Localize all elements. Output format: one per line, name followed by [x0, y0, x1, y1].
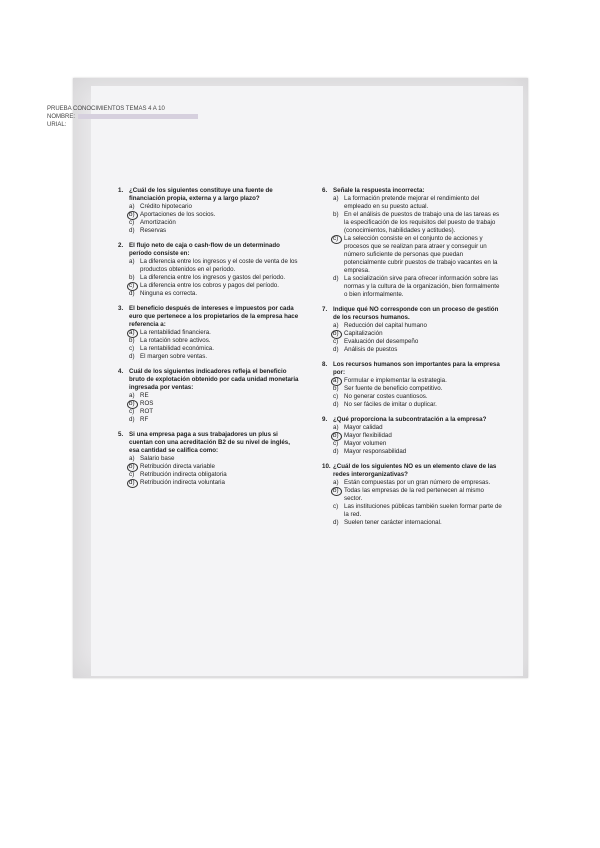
group-label: URIAL:	[47, 122, 67, 128]
option-b: b) Ser fuente de beneficio competitivo.	[333, 385, 443, 392]
circled-answer: b)	[129, 211, 140, 219]
question-text: Si una empresa paga a sus trabajadores un plus si cuentan con una acreditación B2 de su nivel de inglés, esa cantidad se califica como:	[129, 431, 290, 454]
option-c: c) Amortización	[129, 219, 176, 226]
option-b: b) Mayor flexibilidad	[333, 432, 392, 439]
option-d: d) Retribución indirecta voluntaria	[129, 479, 225, 486]
right-column	[322, 187, 502, 534]
option-d: d) El margen sobre ventas.	[129, 353, 208, 360]
circled-answer: d)	[129, 479, 140, 487]
option-a: a) Crédito hipotecario	[129, 203, 192, 210]
question-2: 2. El flujo neto de caja o cash-flow de un determinado período consiste en: a) La diferencia entre los ingresos y el coste de venta de los productos obtenidos en el período. b) La diferencia entre los ingresos y gastos del período. c) La diferencia entre los cobros y pagos del período. d) Ninguna es correcta.	[118, 242, 300, 298]
option-b: b) ROS	[129, 400, 154, 407]
option-d: d) RF	[129, 416, 149, 423]
question-8: 8. Los recursos humanos son importantes para la empresa por: a) Formular e implementar la estrategia. b) Ser fuente de beneficio competitivo. c) No generar costes cuantiosos. d) No ser fáciles de imitar o duplicar.	[322, 361, 502, 409]
option-d: d) Reservas	[129, 227, 167, 234]
option-a: a) La diferencia entre los ingresos y el coste de venta de los productos obtenidos en el período.	[129, 258, 298, 273]
question-1: 1. ¿Cuál de los siguientes constituye una fuente de financiación propia, externa y a largo plazo? a) Crédito hipotecario b) Aportaciones de los socios. c) Amortización d) Reservas	[118, 187, 300, 235]
option-b: b) La diferencia entre los ingresos y gastos del período.	[129, 274, 286, 281]
option-a: a) RE	[129, 392, 149, 399]
circled-answer: b)	[129, 463, 140, 471]
option-a: a) Salario base	[129, 455, 175, 462]
question-text: Indique qué NO corresponde con un proceso de gestión de los recursos humanos.	[333, 306, 499, 321]
option-d: d) La socialización sirve para ofrecer información sobre las normas y la cultura de la organización, bien formalmente o bien informalmente.	[333, 275, 500, 298]
option-c: c) Retribución indirecta obligatoria	[129, 471, 227, 478]
option-d: d) No ser fáciles de imitar o duplicar.	[333, 401, 437, 408]
option-d: d) Mayor responsabilidad	[333, 448, 407, 455]
option-c: c) La rentabilidad económica.	[129, 345, 214, 352]
question-5: 5. Si una empresa paga a sus trabajadores un plus si cuentan con una acreditación B2 de su nivel de inglés, esa cantidad se califica como: a) Salario base b) Retribución directa variable c) Retribución indirecta obligatoria d) Retribución indirecta voluntaria	[118, 431, 300, 487]
exam-title: PRUEBA CONOCIMIENTOS TEMAS 4 A 10	[47, 106, 165, 112]
option-d: d) Ninguna es correcta.	[129, 290, 198, 297]
question-7: 7. Indique qué NO corresponde con un proceso de gestión de los recursos humanos. a) Reducción del capital humano b) Capitalización c) Evaluación del desempeño d) Análisis de puestos	[322, 306, 502, 354]
option-b: b) Retribución directa variable	[129, 463, 215, 470]
circled-answer: b)	[333, 330, 344, 338]
circled-answer: c)	[129, 282, 140, 290]
option-a: a) La rentabilidad financiera.	[129, 329, 211, 336]
option-a: a) Formular e implementar la estrategia.	[333, 377, 447, 384]
question-text: ¿Qué proporciona la subcontratación a la empresa?	[333, 416, 487, 423]
question-9: 9. ¿Qué proporciona la subcontratación a la empresa? a) Mayor calidad b) Mayor flexibilidad c) Mayor volumen d) Mayor responsabilidad	[322, 416, 502, 456]
option-b: b) La rotación sobre activos.	[129, 337, 211, 344]
option-b: b) Capitalización	[333, 330, 383, 337]
circled-answer: b)	[333, 432, 344, 440]
option-a: a) Reducción del capital humano	[333, 322, 427, 329]
circled-answer: b)	[129, 400, 140, 408]
question-text: Los recursos humanos son importantes para la empresa por:	[333, 361, 500, 376]
question-text: El beneficio después de intereses e impuestos por cada euro que pertenece a los propietarios de la empresa hace referencia a:	[129, 305, 299, 328]
option-a: a) Están compuestas por un gran número de empresas.	[333, 479, 491, 486]
option-d: d) Suelen tener carácter internacional.	[333, 519, 442, 526]
question-text: Cuál de los siguientes indicadores refleja el beneficio bruto de explotación obtenido por cada unidad monetaria ingresada por ventas:	[129, 368, 299, 391]
option-b: b) En el análisis de puestos de trabajo una de las tareas es la especificación de los requisitos del puesto de trabajo (conocimientos, habilidades y actitudes).	[333, 211, 500, 234]
exam-header	[47, 105, 198, 129]
question-10: 10. ¿Cuál de los siguientes NO es un elemento clave de las redes interorganizativas? a) Están compuestas por un gran número de empresas. b) Todas las empresas de la red pertenecen al mismo sector. c) Las instituciones públicas también suelen formar parte de la red. d) Suelen tener carácter internacional.	[322, 463, 502, 526]
question-text: ¿Cuál de los siguientes constituye una fuente de financiación propia, externa y a largo plazo?	[129, 187, 273, 202]
question-6: 6. Señale la respuesta incorrecta: a) La formación pretende mejorar el rendimiento del empleado en su puesto actual. b) En el análisis de puestos de trabajo una de las tareas es la especificación de los requisitos del puesto de trabajo (conocimientos, habilidades y actitudes). c) La selección consiste en el conjunto de acciones y procesos que se realizan para atraer y conseguir un número suficiente de personas que puedan potencialmente cubrir puestos de trabajo vacantes en la empresa. d) La socialización sirve para ofrecer información sobre las normas y la cultura de la organización, bien formalmente o bien informalmente.	[322, 187, 502, 299]
question-4: 4. Cuál de los siguientes indicadores refleja el beneficio bruto de explotación obtenido por cada unidad monetaria ingresada por ventas: a) RE b) ROS c) ROT d) RF	[118, 368, 299, 423]
circled-answer: c)	[333, 235, 344, 275]
option-b: b) Aportaciones de los socios.	[129, 211, 216, 218]
option-a: a) Mayor calidad	[333, 424, 383, 431]
option-c: c) La diferencia entre los cobros y pagos del período.	[129, 282, 279, 289]
option-c: c) Mayor volumen	[333, 440, 387, 447]
option-c: c) La selección consiste en el conjunto de acciones y procesos que se realizan para atraer y conseguir un número suficiente de personas que puedan potencialmente cubrir puestos de trabajo vacantes en la empresa.	[333, 235, 498, 274]
option-b: b) Todas las empresas de la red pertenecen al mismo sector.	[333, 487, 484, 502]
option-c: c) Evaluación del desempeño	[333, 338, 419, 345]
circled-answer: a)	[333, 377, 344, 385]
option-c: c) ROT	[129, 408, 154, 415]
left-column	[118, 187, 300, 494]
option-d: d) Análisis de puestos	[333, 346, 398, 353]
option-a: a) La formación pretende mejorar el rendimiento del empleado en su puesto actual.	[333, 195, 480, 210]
circled-answer: b)	[333, 487, 344, 503]
circled-answer: a)	[129, 329, 140, 337]
question-text: Señale la respuesta incorrecta:	[333, 187, 425, 194]
option-c: c) No generar costes cuantiosos.	[333, 393, 428, 400]
question-text: El flujo neto de caja o cash-flow de un determinado período consiste en:	[129, 242, 280, 257]
option-c: c) Las instituciones públicas también suelen formar parte de la red.	[333, 503, 502, 518]
question-3: 3. El beneficio después de intereses e impuestos por cada euro que pertenece a los propietarios de la empresa hace referencia a: a) La rentabilidad financiera. b) La rotación sobre activos. c) La rentabilidad económica. d) El margen sobre ventas.	[118, 305, 299, 360]
name-label: NOMBRE:	[47, 114, 76, 120]
redacted-name	[78, 114, 198, 119]
question-text: ¿Cuál de los siguientes NO es un elemento clave de las redes interorganizativas?	[333, 463, 497, 478]
